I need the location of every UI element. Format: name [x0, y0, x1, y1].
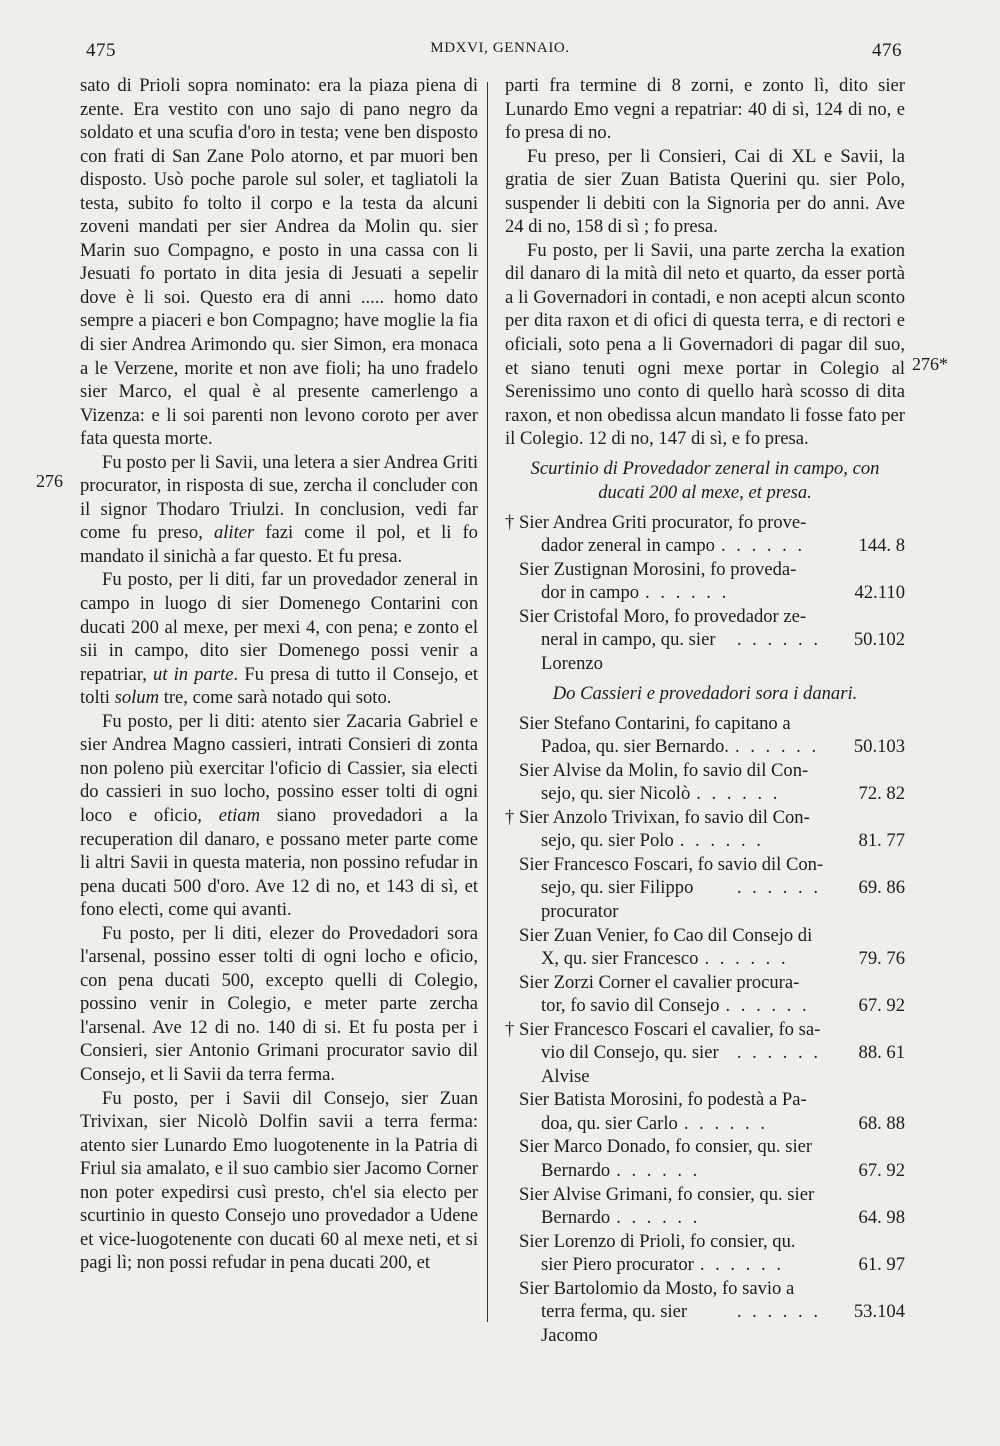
ballot-entry	[505, 806, 905, 853]
paragraph: Fu preso, per li Consieri, Cai di XL e Savii, la gratia de sier Zuan Batista Querini qu. sier Polo, suspender li debiti con la Signoria per do anni. Ave 24 di no, 158 di sì ; fo presa.	[505, 145, 905, 238]
leader-dots: . . . . . .	[736, 1301, 821, 1323]
candidate-line: Bernardo	[541, 1207, 611, 1229]
candidate-line: Sier Lorenzo di Prioli, fo consier, qu.	[519, 1230, 796, 1252]
leader-dots: . . . . . .	[699, 1254, 784, 1276]
leader-dots: . . . . . .	[720, 535, 806, 557]
ballot-entry	[505, 1183, 905, 1230]
elected-dagger-icon	[505, 971, 519, 995]
elected-dagger-icon	[505, 712, 519, 736]
leader-dots: . . . . . .	[736, 1042, 821, 1064]
candidate-line: Sier Cristofal Moro, fo provedador ze-	[519, 605, 807, 627]
vote-count: 79. 76	[858, 948, 905, 970]
leader-dots: . . . . . .	[734, 736, 820, 758]
leader-dots: . . . . . .	[725, 995, 810, 1017]
ballot-entry	[505, 511, 905, 558]
ballot-entry	[505, 712, 905, 759]
ballot-entry	[505, 1088, 905, 1135]
vote-count: 64. 98	[858, 1207, 905, 1229]
candidate-line: Sier Alvise Grimani, fo consier, qu. sier	[519, 1183, 815, 1205]
candidate-line: Sier Francesco Foscari el cavalier, fo sa-	[519, 1018, 821, 1040]
vote-count: 144. 8	[858, 535, 905, 557]
elected-dagger-icon	[505, 558, 519, 582]
candidate-line: Bernardo	[541, 1159, 611, 1181]
ballot-entry	[505, 558, 905, 605]
page-number-left: 475	[86, 40, 116, 61]
leader-dots: . . . . . .	[696, 783, 781, 805]
paragraph: Fu posto per li Savii, una letera a sier Andrea Griti procurator, in risposta di sue, zercha il concluder con il signor Thodaro Triulzi. In conclusion, vedi far come fu preso, aliter fazi come il pol, et li fo mandato il sinichà a far questo. Et fu presa.	[80, 451, 478, 567]
vote-count: 61. 97	[858, 1254, 905, 1276]
candidate-line: Sier Andrea Griti procurator, fo prove-	[519, 511, 807, 533]
vote-count: 81. 77	[858, 830, 905, 852]
ballot-entry	[505, 1230, 905, 1277]
leader-dots: . . . . . .	[616, 1159, 701, 1181]
leader-dots: . . . . . .	[679, 830, 764, 852]
elected-dagger-icon	[505, 1230, 519, 1254]
candidate-line: doa, qu. sier Carlo	[541, 1112, 678, 1134]
elected-dagger-icon: †	[505, 511, 515, 533]
leader-dots: . . . . . .	[704, 948, 789, 970]
ballot-entry	[505, 605, 905, 676]
paragraph: Fu posto, per li diti: atento sier Zacaria Gabriel e sier Andrea Magno cassieri, intrati Consieri di zonta non poleno più exercitar l'oficio di Cassier, sia electi do cassieri in suo locho, possino esser tolti di ogni loco e oficio, etiam siano provedadori a la recuperation dil danaro, e possano meter parte come li altri Savii in questa materia, non possino refudar in pena ducati 500 d'oro. Ave 12 di no, et 143 di sì, et fono electi, come qui avanti.	[80, 710, 478, 921]
margin-note-right: 276*	[912, 354, 948, 374]
candidate-line: neral in campo, qu. sier Lorenzo	[541, 629, 716, 675]
elected-dagger-icon: †	[505, 1018, 515, 1040]
candidate-line: dor in campo	[541, 582, 640, 604]
elected-dagger-icon	[505, 1277, 519, 1301]
column-divider	[487, 82, 488, 1322]
vote-count: 67. 92	[858, 995, 905, 1017]
leader-dots: . . . . . .	[683, 1112, 768, 1134]
leader-dots: . . . . . .	[645, 582, 730, 604]
leader-dots: . . . . . .	[616, 1207, 701, 1229]
leader-dots: . . . . . .	[736, 629, 821, 651]
candidate-line: sejo, qu. sier Filippo procurator	[541, 877, 694, 922]
paragraph: Fu posto, per i Savii dil Consejo, sier Zuan Trivixan, sier Nicolò Dolfin savii a terra ferma: atento sier Lunardo Emo luogotenente in la Patria di Friul sia amalato, e il suo cambio sier Jacomo Corner non poter expedirsi cusì presto, ch'el sia electo per scurtinio in questo Consejo uno provedador a Udene et vice-luogotenente con ducati 60 al mexe neti, et si pagi lì; non possi refudar in pena ducati 200, et	[80, 1087, 478, 1274]
elected-dagger-icon	[505, 924, 519, 948]
running-title: MDXVI, GENNAIO.	[430, 40, 570, 56]
elected-dagger-icon	[505, 759, 519, 783]
paragraph: sato di Prioli sopra nominato: era la piaza piena di zente. Era vestito con uno sajo di pano negro da soldato et una scufia d'oro in testa; vene ben disposto con frati di San Zane Polo atorno, et par muori ben disposto. Usò poche parole sul soler, et tagliatoli la testa, subito fo tolto il corpo e la testa da alcuni zoveni mandati per sier Andrea da Molin qu. sier Marin suo Compagno, e posto in una cassa con li Jesuati fo portato in dita jesia di Jesuati a sepelir dove è li soi. Questo era di anni ..... homo dato sempre a piaceri e bon Compagno; have moglie la fia di sier Andrea Arimondo qu. sier Simon, era monaca a le Verzene, morite et non ave fioli; ha uno fradelo sier Marco, el qual è al presente camerlengo a Vizenza: e li soi parenti non levono coroto per aver fata questa morte.	[80, 75, 478, 450]
candidate-line: terra ferma, qu. sier Jacomo	[541, 1301, 688, 1346]
section-heading: Scurtinio di Provedador zeneral in campo, con ducati 200 al mexe, et presa.	[530, 457, 880, 503]
candidate-line: sejo, qu. sier Nicolò	[541, 783, 691, 805]
elected-dagger-icon	[505, 853, 519, 877]
left-column	[80, 74, 478, 1275]
candidate-line: Sier Anzolo Trivixan, fo savio dil Con-	[519, 806, 810, 828]
elected-dagger-icon	[505, 1088, 519, 1112]
elected-dagger-icon	[505, 605, 519, 629]
candidate-line: sier Piero procurator	[541, 1254, 694, 1276]
section-heading: Do Cassieri e provedadori sora i danari.	[552, 682, 858, 704]
candidate-line: vio dil Consejo, qu. sier Alvise	[541, 1042, 719, 1087]
ballot-list	[505, 712, 905, 1348]
elected-dagger-icon: †	[505, 806, 515, 828]
leader-dots: . . . . . .	[736, 877, 821, 899]
vote-count: 69. 86	[858, 877, 905, 899]
ballot-entry	[505, 759, 905, 806]
candidate-line: Sier Zustignan Morosini, fo proveda-	[519, 558, 797, 580]
right-column	[505, 74, 905, 1347]
paragraph: Fu posto, per li diti, elezer do Provedadori sora l'arsenal, possino esser tolti di ogni locho e oficio, con pena ducati 500, excepto quelli di Colegio, possino venir in Colegio, e meter parte zercha l'arsenal. Ave 12 di no. 140 di si. Et fu posta per i Consieri, sier Antonio Grimani procurator savio dil Consejo, et li Savii da terra ferma.	[80, 922, 478, 1085]
ballot-list	[505, 511, 905, 676]
vote-count: 67. 92	[858, 1159, 905, 1181]
ballot-entry	[505, 853, 905, 924]
ballot-entry	[505, 924, 905, 971]
candidate-line: X, qu. sier Francesco	[541, 948, 699, 970]
vote-count: 42.110	[854, 582, 905, 604]
candidate-line: Sier Zuan Venier, fo Cao dil Consejo di	[519, 924, 813, 946]
candidate-line: Sier Batista Morosini, fo podestà a Pa-	[519, 1089, 807, 1111]
vote-count: 50.102	[853, 629, 905, 651]
candidate-line: tor, fo savio dil Consejo	[541, 995, 720, 1017]
margin-note-left: 276	[36, 471, 63, 491]
elected-dagger-icon	[505, 1135, 519, 1159]
candidate-line: sejo, qu. sier Polo	[541, 830, 674, 852]
candidate-line: Sier Alvise da Molin, fo savio dil Con-	[519, 759, 809, 781]
paragraph: Fu posto, per li diti, far un provedador zeneral in campo in luogo di sier Domenego Contarini con ducati 200 al mexe, per mexi 4, con pena; e zonto el sii in campo, dito sier Domenego possi venir a repatriar, ut in parte. Fu presa di tutto il Consejo, et tolti solum tre, come sarà notado qui soto.	[80, 569, 478, 709]
candidate-line: dador zeneral in campo	[541, 535, 715, 557]
elected-dagger-icon	[505, 1183, 519, 1207]
vote-count: 68. 88	[858, 1112, 905, 1134]
candidate-line: Padoa, qu. sier Bernardo.	[541, 736, 729, 758]
candidate-line: Sier Zorzi Corner el cavalier procura-	[519, 971, 800, 993]
vote-count: 72. 82	[858, 783, 905, 805]
ballot-entry	[505, 971, 905, 1018]
candidate-line: Sier Bartolomio da Mosto, fo savio a	[519, 1277, 795, 1299]
paragraph: Fu posto, per li Savii, una parte zercha la exation dil danaro di la mità dil neto et quarto, da esser portà a li Governadori in contadi, e non acepti alcun sconto per dita raxon et di ofici di questa terra, e di rectori e oficiali, soto pena a li Governadori di pagar dil suo, et siano tenuti ogni mexe portar in Colegio al Serenissimo uno conto di quello harà scosso di dita raxon, et non obedissa alcun mandato li fosse fato per il Colegio. 12 di no, 147 di sì, e fo presa.	[505, 239, 905, 450]
candidate-line: Sier Francesco Foscari, fo savio dil Con-	[519, 853, 824, 875]
page-number-right: 476	[872, 40, 902, 61]
paragraph: parti fra termine di 8 zorni, e zonto lì, dito sier Lunardo Emo vegni a repatriar: 40 di sì, 124 di no, e fo presa di no.	[505, 75, 905, 144]
ballot-entry	[505, 1277, 905, 1348]
candidate-line: Sier Marco Donado, fo consier, qu. sier	[519, 1136, 813, 1158]
ballot-entry	[505, 1018, 905, 1089]
vote-count: 88. 61	[858, 1042, 905, 1064]
vote-count: 53.104	[853, 1301, 905, 1323]
vote-count: 50.103	[853, 736, 905, 758]
ballot-entry	[505, 1135, 905, 1182]
candidate-line: Sier Stefano Contarini, fo capitano a	[519, 712, 791, 734]
